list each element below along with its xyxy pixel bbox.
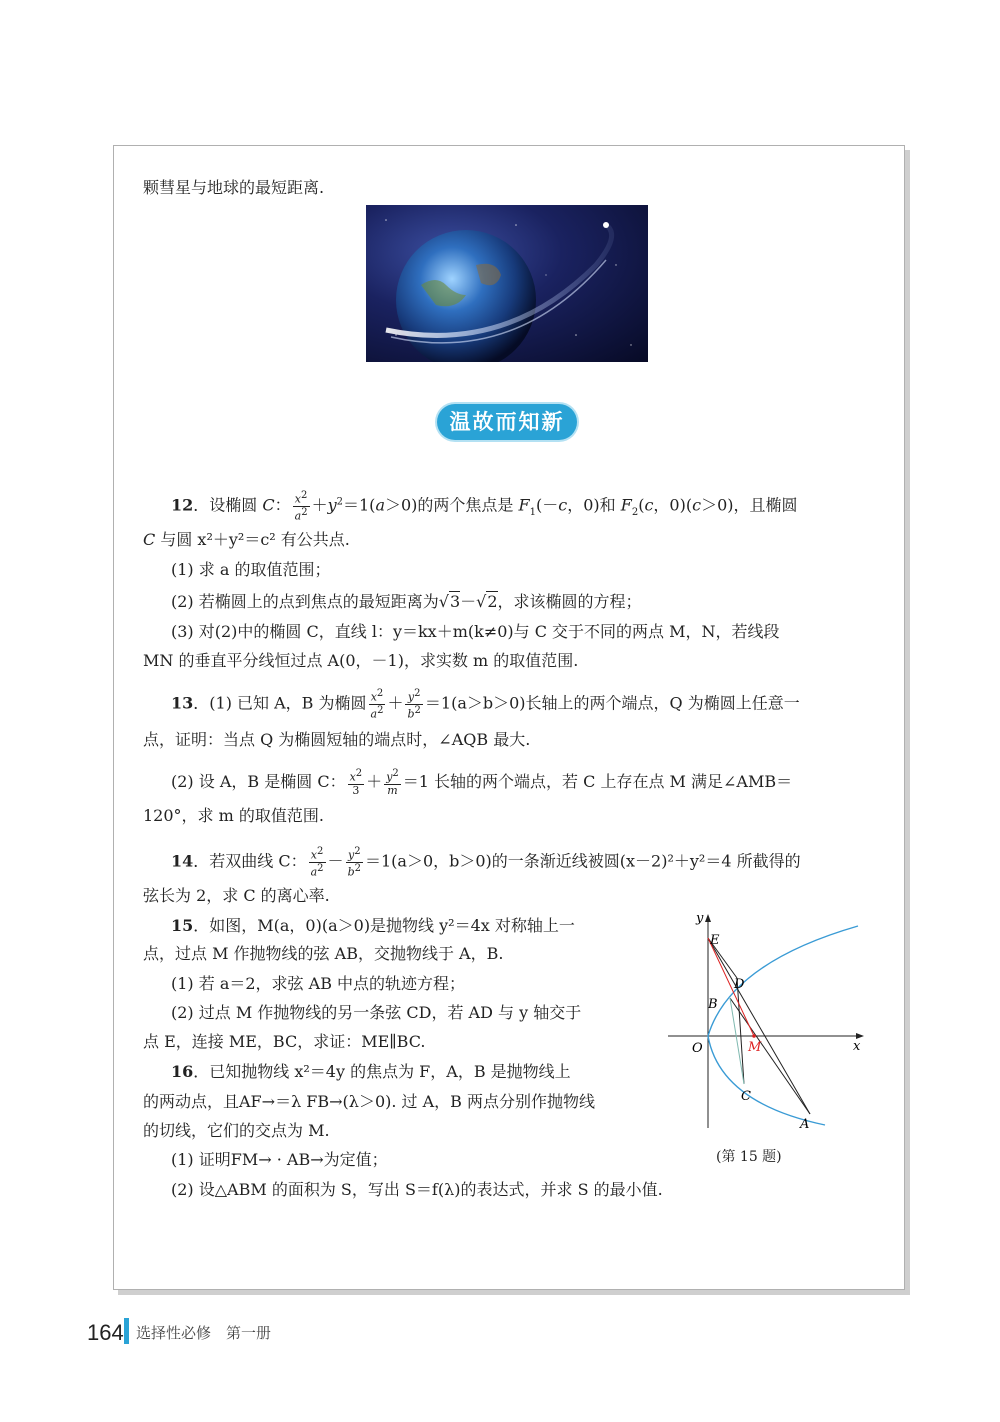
parabola-figure [660, 908, 865, 1138]
problem-12-q3-line1: (3) 对(2)中的椭圆 C，直线 l：y＝kx＋m(k≠0)与 C 交于不同的两点 M，N，若线段 [171, 622, 780, 641]
p16-text: ．已知抛物线 x²＝4y 的焦点为 F，A，B 是抛物线上 [193, 1062, 571, 1081]
p12-text-d: ＞0)的两个焦点是 [384, 495, 519, 515]
line-EA [708, 938, 810, 1114]
p13-text-b: ＝1(a＞b＞0)长轴上的两个端点，Q 为椭圆上任意一 [424, 693, 800, 713]
problem-12-q2: (2) 若椭圆上的点到焦点的最短距离为√3－√2，求该椭圆的方程； [171, 592, 642, 611]
problem-12-q1: (1) 求 a 的取值范围； [171, 560, 331, 579]
problem-14-number: 14 [171, 851, 194, 871]
p12-line2-text: 与圆 x²＋y²＝c² 有公共点. [160, 530, 350, 549]
problem-14-line2: 弦长为 2，求 C 的离心率. [143, 886, 330, 905]
p14-text-b: ＝1(a＞0，b＞0)的一条渐近线被圆(x－2)²＋y²＝4 所截得的 [364, 851, 801, 871]
p12-text-f: ，0)和 [567, 495, 621, 515]
p15-text: ．如图，M(a，0)(a＞0)是抛物线 y²＝4x 对称轴上一 [193, 916, 575, 935]
problem-15-line1 [171, 916, 575, 936]
p13-text-a: ．(1) 已知 A，B 为椭圆 [193, 693, 367, 713]
problem-14-line1: 14．若双曲线 C： $\frac{x^2}{a^2}$ － $\frac{y^2}{b^2}$ ＝1(a＞0，b＞0)的一条渐近线被圆(x－2)²＋y²＝4 所截得的 [171, 846, 801, 879]
earth-comet-image [366, 205, 648, 362]
p12-q2-text-a: (2) 若椭圆上的点到焦点的最短距离为 [171, 592, 439, 611]
p12-text-b: ＋ [311, 495, 328, 515]
p13-text-d: ＝1 长轴的两个端点，若 C 上存在点 M 满足∠AMB＝ [402, 771, 793, 791]
p12-text-c: ＝1( [343, 495, 376, 515]
label-B: B [708, 997, 718, 1012]
figure-caption: (第 15 题) [716, 1149, 782, 1165]
problem-12-number: 12 [171, 495, 194, 515]
problem-16-line2: 的两动点，且AF→＝λ FB→(λ＞0). 过 A，B 两点分别作抛物线 [143, 1092, 596, 1111]
problem-13-line3: (2) 设 A，B 是椭圆 C： $\frac{x^2}{3}$ ＋ $\frac{y^2}{m}$ ＝1 长轴的两个端点，若 C 上存在点 M 满足∠AMB＝ [171, 768, 793, 797]
label-E: E [710, 933, 720, 948]
problem-16-q2: (2) 设△ABM 的面积为 S，写出 S＝f(λ)的表达式，并求 S 的最小值. [171, 1180, 663, 1199]
problem-15-q2-line1: (2) 过点 M 作抛物线的另一条弦 CD，若 AD 与 y 轴交于 [171, 1003, 582, 1022]
problem-16-number: 16 [171, 1062, 194, 1081]
problem-13-line1: 13．(1) 已知 A，B 为椭圆 $\frac{x^2}{a^2}$ ＋ $\frac{y^2}{b^2}$ ＝1(a＞b＞0)长轴上的两个端点，Q 为椭圆上任意一 [171, 688, 800, 721]
section-banner: 温故而知新 [437, 404, 577, 440]
intro-text: 颗彗星与地球的最短距离. [143, 178, 325, 197]
label-y: y [696, 911, 704, 926]
p12-text-i: ＞0)，且椭圆 [701, 495, 798, 515]
label-O: O [692, 1041, 703, 1056]
problem-16-line3: 的切线，它们的交点为 M. [143, 1121, 330, 1140]
p12-text-h: ，0)( [653, 495, 693, 515]
problem-13-line4: 120°，求 m 的取值范围. [143, 806, 324, 825]
p13-text-c: (2) 设 A，B 是椭圆 C： [171, 771, 346, 791]
p14-text-a: ．若双曲线 C： [193, 851, 307, 871]
p12-text-a: ．设椭圆 [193, 495, 263, 515]
page-number: 164 [87, 1320, 124, 1345]
problem-12-line1: 12．设椭圆 C： $\frac{x^2}{a^2}$ $+y^2=1(a>0)$的两个焦点是 $F_1(-c$，0)和 $F_2(c$，0)(c＞0)，且椭圆 [171, 490, 798, 523]
book-title: 选择性必修 第一册 [136, 1324, 272, 1342]
problem-15-q1: (1) 若 a＝2，求弦 AB 中点的轨迹方程； [171, 974, 466, 993]
problem-15-line2: 点，过点 M 作抛物线的弦 AB，交抛物线于 A，B. [143, 944, 504, 963]
p12-text-g: ( [638, 495, 645, 515]
p12-q2-text-b: ，求该椭圆的方程； [497, 592, 642, 611]
label-M: M [748, 1040, 762, 1055]
label-D: D [734, 977, 745, 992]
problem-13-line2: 点，证明：当点 Q 为椭圆短轴的端点时，∠AQB 最大. [143, 730, 531, 749]
problem-16-q1: (1) 证明FM→ · AB→为定值； [171, 1150, 388, 1169]
line-EM [708, 938, 754, 1036]
p12-text-e: (－ [535, 495, 559, 515]
footer-accent-bar [124, 1318, 129, 1344]
label-x: x [853, 1039, 861, 1054]
problem-15-number: 15 [171, 916, 194, 935]
problem-12-line2: C 与圆 x²＋y²＝c² 有公共点. [143, 530, 350, 549]
problem-15-q2-line2: 点 E，连接 ME，BC，求证：ME∥BC. [143, 1032, 426, 1051]
parabola-curve [708, 926, 858, 1125]
problem-13-number: 13 [171, 693, 194, 713]
problem-16-line1 [171, 1062, 571, 1082]
problem-12-q3-line2: MN 的垂直平分线恒过点 A(0，－1)，求实数 m 的取值范围. [143, 651, 579, 670]
label-C: C [741, 1089, 751, 1104]
label-A: A [800, 1117, 810, 1132]
